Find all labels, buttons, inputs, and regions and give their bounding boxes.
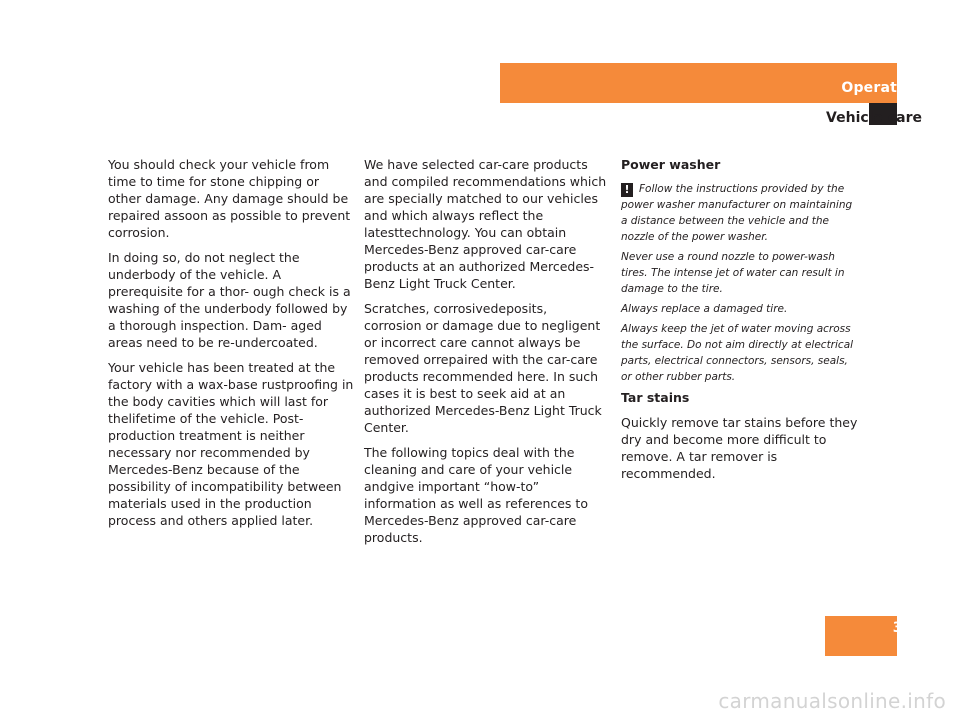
warning-text: Follow the instructions provided by the power washer manufacturer on maintaining a distance between the vehicle and the nozzle of the power washer. [621,183,853,243]
warning-text: Always keep the jet of water moving across the surface. Do not aim directly at electrical parts, electrical connectors, sensors, seals, or other rubber parts. [621,323,854,383]
watermark: carmanualsonline.info [718,689,946,713]
subsection-title: Vehicle care [826,110,922,126]
warning-text: Never use a round nozzle to power-wash tires. The intense jet of water can result in damage to the tire. [621,251,845,295]
page-number-box [825,616,897,656]
paragraph: In doing so, do not neglect the underbody of the vehicle. A prerequisite for a thor- ough check is a washing of the underbody followed by a thorough inspection. Dam- aged areas need to be re-undercoated. [108,250,351,350]
text-column-1 [108,156,354,537]
exclamation-warning-icon: ! [621,183,633,197]
page-number: 315 [892,620,922,636]
paragraph: You should check your vehicle from time to time for stone chipping or other damage. Any damage should be repaired assoon as possible to prevent corrosion. [108,157,351,240]
warning-text: Always replace a damaged tire. [621,303,788,315]
text-column-2 [364,156,608,554]
tar-stains-heading: Tar stains [621,390,690,405]
text-column-3 [621,156,861,490]
warning-line [621,181,861,245]
section-title: Operation [841,80,922,96]
paragraph: We have selected car-care products and compiled recommendations which are specially matched to our vehicles and which always reflect the latesttechnology. You can obtain Mercedes-Benz approved car-care products at an authorized Mercedes-Benz Light Truck Center. [364,157,607,291]
tar-stains-text: Quickly remove tar stains before they dry and become more difficult to remove. A tar remover is recommended. [621,415,858,481]
header-accent-bar [500,63,897,103]
paragraph: Your vehicle has been treated at the factory with a wax-base rustproofing in the body cavities which will last for thelifetime of the vehicle. Post-production treatment is neither necessary nor recommended by Mercedes-Benz because of the possibility of incompatibility between materials used in the production process and others applied later. [108,360,354,528]
paragraph: The following topics deal with the cleaning and care of your vehicle andgive important “how-to” information as well as references to Mercedes-Benz approved car-care products. [364,445,588,545]
warning-notice [621,181,861,385]
power-washer-heading: Power washer [621,157,721,172]
paragraph: Scratches, corrosivedeposits, corrosion or damage due to negligent or incorrect care cannot always be removed orrepaired with the car-care products recommended here. In such cases it is best to seek aid at an authorized Mercedes-Benz Light Truck Center. [364,301,602,435]
